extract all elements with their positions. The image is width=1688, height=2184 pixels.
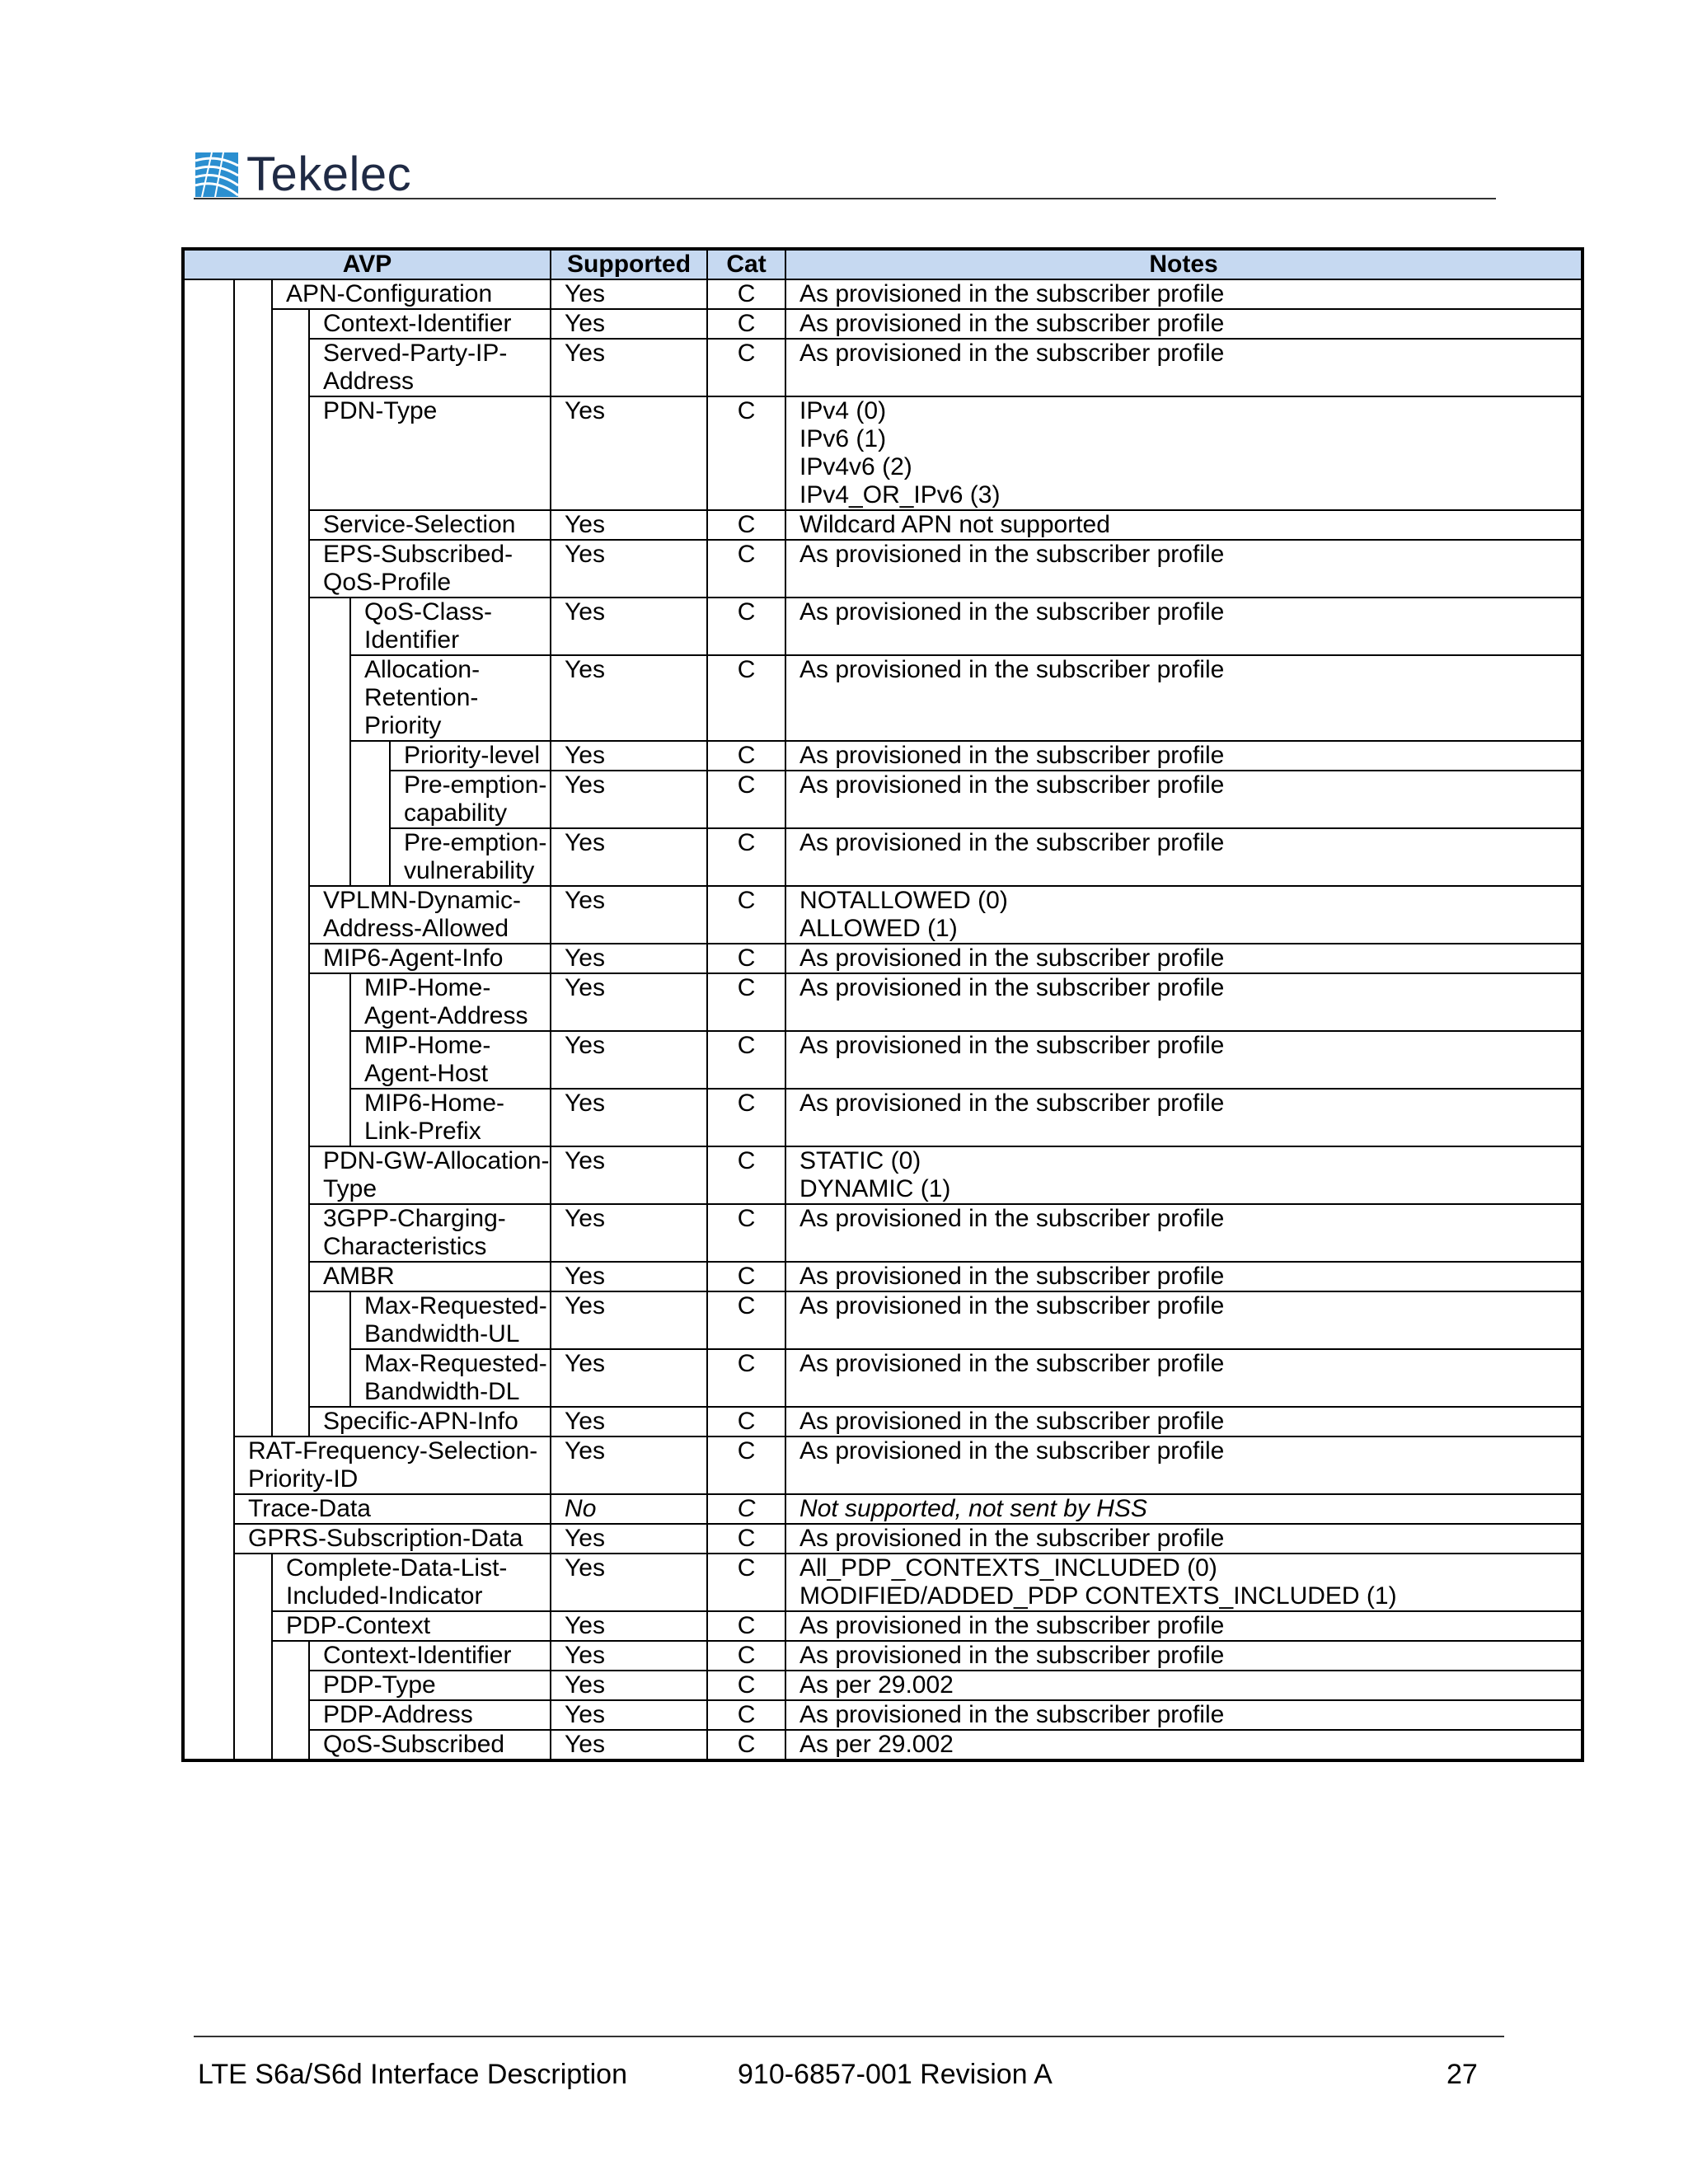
- indent-cell: [234, 1349, 272, 1407]
- indent-cell: [234, 339, 272, 396]
- table-row: [183, 598, 1582, 655]
- page-header: [194, 140, 1496, 199]
- indent-cell: [183, 309, 234, 339]
- header-cat: Cat: [707, 249, 785, 279]
- indent-cell: [272, 886, 309, 944]
- cat-cell: C: [707, 1407, 785, 1436]
- avp-cell: 3GPP-Charging-Characteristics: [309, 1204, 551, 1262]
- indent-cell: [183, 655, 234, 741]
- avp-cell: AMBR: [309, 1262, 551, 1291]
- notes-cell: As provisioned in the subscriber profile: [785, 1089, 1582, 1146]
- indent-cell: [350, 828, 390, 886]
- footer-page-number: 27: [1447, 2059, 1478, 2090]
- table-row: [183, 1611, 1582, 1641]
- avp-cell: VPLMN-Dynamic-Address-Allowed: [309, 886, 551, 944]
- supported-cell: Yes: [551, 396, 707, 510]
- indent-cell: [309, 1031, 350, 1089]
- cat-cell: C: [707, 1089, 785, 1146]
- cat-cell: C: [707, 1611, 785, 1641]
- cat-cell: C: [707, 655, 785, 741]
- indent-cell: [272, 510, 309, 540]
- table-row: [183, 1204, 1582, 1262]
- indent-cell: [350, 741, 390, 771]
- cat-cell: C: [707, 1700, 785, 1730]
- indent-cell: [272, 1407, 309, 1436]
- table-row: [183, 1730, 1582, 1760]
- table-header-row: [183, 249, 1582, 279]
- page-footer: [194, 2036, 1504, 2090]
- indent-cell: [234, 1204, 272, 1262]
- cat-cell: C: [707, 1641, 785, 1671]
- avp-cell: MIP6-Home-Link-Prefix: [350, 1089, 551, 1146]
- indent-cell: [183, 339, 234, 396]
- table-row: [183, 339, 1582, 396]
- notes-cell: As provisioned in the subscriber profile: [785, 309, 1582, 339]
- supported-cell: Yes: [551, 1611, 707, 1641]
- indent-cell: [234, 1611, 272, 1641]
- avp-cell: MIP-Home-Agent-Address: [350, 973, 551, 1031]
- notes-cell: As provisioned in the subscriber profile: [785, 1204, 1582, 1262]
- table-row: [183, 1407, 1582, 1436]
- table-row: [183, 1031, 1582, 1089]
- cat-cell: C: [707, 1524, 785, 1554]
- indent-cell: [183, 1524, 234, 1554]
- supported-cell: Yes: [551, 339, 707, 396]
- table-row: [183, 1554, 1582, 1611]
- cat-cell: C: [707, 598, 785, 655]
- table-row: [183, 1641, 1582, 1671]
- indent-cell: [234, 741, 272, 771]
- supported-cell: Yes: [551, 1436, 707, 1494]
- notes-cell: As provisioned in the subscriber profile: [785, 741, 1582, 771]
- cat-cell: C: [707, 339, 785, 396]
- table-row: [183, 279, 1582, 309]
- avp-cell: PDP-Context: [272, 1611, 551, 1641]
- avp-cell: RAT-Frequency-Selection-Priority-ID: [234, 1436, 551, 1494]
- indent-cell: [272, 1031, 309, 1089]
- avp-cell: Max-Requested-Bandwidth-UL: [350, 1291, 551, 1349]
- notes-cell: Wildcard APN not supported: [785, 510, 1582, 540]
- notes-cell: STATIC (0) DYNAMIC (1): [785, 1146, 1582, 1204]
- indent-cell: [234, 540, 272, 598]
- indent-cell: [272, 1671, 309, 1700]
- indent-cell: [183, 1730, 234, 1760]
- indent-cell: [183, 1291, 234, 1349]
- avp-cell: PDP-Address: [309, 1700, 551, 1730]
- supported-cell: Yes: [551, 741, 707, 771]
- avp-cell: QoS-Class-Identifier: [350, 598, 551, 655]
- indent-cell: [183, 886, 234, 944]
- avp-cell: PDN-Type: [309, 396, 551, 510]
- cat-cell: C: [707, 309, 785, 339]
- supported-cell: No: [551, 1494, 707, 1524]
- notes-cell: As per 29.002: [785, 1671, 1582, 1700]
- indent-cell: [309, 598, 350, 655]
- indent-cell: [234, 1089, 272, 1146]
- supported-cell: Yes: [551, 1204, 707, 1262]
- indent-cell: [272, 1291, 309, 1349]
- indent-cell: [234, 1262, 272, 1291]
- header-notes: Notes: [785, 249, 1582, 279]
- indent-cell: [234, 944, 272, 973]
- indent-cell: [183, 771, 234, 828]
- supported-cell: Yes: [551, 1524, 707, 1554]
- indent-cell: [183, 1700, 234, 1730]
- indent-cell: [183, 1436, 234, 1494]
- indent-cell: [183, 1611, 234, 1641]
- supported-cell: Yes: [551, 1349, 707, 1407]
- supported-cell: Yes: [551, 1641, 707, 1671]
- notes-cell: As provisioned in the subscriber profile: [785, 339, 1582, 396]
- indent-cell: [272, 973, 309, 1031]
- cat-cell: C: [707, 1554, 785, 1611]
- indent-cell: [234, 1146, 272, 1204]
- indent-cell: [309, 1349, 350, 1407]
- indent-cell: [309, 771, 350, 828]
- indent-cell: [272, 1146, 309, 1204]
- indent-cell: [183, 396, 234, 510]
- table-row: [183, 771, 1582, 828]
- notes-cell: Not supported, not sent by HSS: [785, 1494, 1582, 1524]
- cat-cell: C: [707, 973, 785, 1031]
- table-row: [183, 1262, 1582, 1291]
- cat-cell: C: [707, 741, 785, 771]
- avp-cell: Pre-emption-capability: [390, 771, 551, 828]
- avp-cell: Trace-Data: [234, 1494, 551, 1524]
- table-row: [183, 944, 1582, 973]
- avp-cell: Pre-emption-vulnerability: [390, 828, 551, 886]
- table-row: [183, 655, 1582, 741]
- indent-cell: [234, 1031, 272, 1089]
- supported-cell: Yes: [551, 1730, 707, 1760]
- table-row: [183, 309, 1582, 339]
- notes-cell: As provisioned in the subscriber profile: [785, 655, 1582, 741]
- avp-cell: Complete-Data-List-Included-Indicator: [272, 1554, 551, 1611]
- indent-cell: [272, 1089, 309, 1146]
- indent-cell: [234, 886, 272, 944]
- indent-cell: [183, 828, 234, 886]
- indent-cell: [183, 540, 234, 598]
- table-row: [183, 886, 1582, 944]
- cat-cell: C: [707, 1262, 785, 1291]
- table-row: [183, 396, 1582, 510]
- supported-cell: Yes: [551, 1262, 707, 1291]
- supported-cell: Yes: [551, 1700, 707, 1730]
- avp-cell: MIP-Home-Agent-Host: [350, 1031, 551, 1089]
- cat-cell: C: [707, 1349, 785, 1407]
- notes-cell: As provisioned in the subscriber profile: [785, 1031, 1582, 1089]
- table-row: [183, 510, 1582, 540]
- indent-cell: [272, 1730, 309, 1760]
- indent-cell: [183, 973, 234, 1031]
- indent-cell: [272, 771, 309, 828]
- indent-cell: [309, 973, 350, 1031]
- notes-cell: As provisioned in the subscriber profile: [785, 944, 1582, 973]
- avp-cell: MIP6-Agent-Info: [309, 944, 551, 973]
- indent-cell: [272, 396, 309, 510]
- supported-cell: Yes: [551, 1146, 707, 1204]
- notes-cell: As provisioned in the subscriber profile: [785, 771, 1582, 828]
- indent-cell: [234, 279, 272, 309]
- indent-cell: [234, 510, 272, 540]
- notes-cell: As provisioned in the subscriber profile: [785, 1407, 1582, 1436]
- cat-cell: C: [707, 1204, 785, 1262]
- supported-cell: Yes: [551, 1031, 707, 1089]
- avp-cell: PDN-GW-Allocation-Type: [309, 1146, 551, 1204]
- indent-cell: [350, 771, 390, 828]
- indent-cell: [234, 1641, 272, 1671]
- notes-cell: As per 29.002: [785, 1730, 1582, 1760]
- avp-table: [181, 247, 1584, 1762]
- header-avp: AVP: [183, 249, 551, 279]
- indent-cell: [183, 1494, 234, 1524]
- indent-cell: [272, 1204, 309, 1262]
- supported-cell: Yes: [551, 973, 707, 1031]
- cat-cell: C: [707, 1730, 785, 1760]
- table-row: [183, 1089, 1582, 1146]
- avp-cell: QoS-Subscribed: [309, 1730, 551, 1760]
- supported-cell: Yes: [551, 510, 707, 540]
- supported-cell: Yes: [551, 771, 707, 828]
- tekelec-wave-logo-icon: [195, 152, 238, 197]
- supported-cell: Yes: [551, 1554, 707, 1611]
- table-row: [183, 741, 1582, 771]
- indent-cell: [309, 1291, 350, 1349]
- notes-cell: As provisioned in the subscriber profile: [785, 828, 1582, 886]
- table-row: [183, 828, 1582, 886]
- notes-cell: NOTALLOWED (0) ALLOWED (1): [785, 886, 1582, 944]
- notes-cell: As provisioned in the subscriber profile: [785, 1611, 1582, 1641]
- notes-cell: As provisioned in the subscriber profile: [785, 1291, 1582, 1349]
- footer-doc-title: LTE S6a/S6d Interface Description: [198, 2059, 627, 2090]
- indent-cell: [272, 309, 309, 339]
- indent-cell: [234, 1700, 272, 1730]
- supported-cell: Yes: [551, 828, 707, 886]
- indent-cell: [309, 1089, 350, 1146]
- table-row: [183, 540, 1582, 598]
- table-row: [183, 1146, 1582, 1204]
- supported-cell: Yes: [551, 279, 707, 309]
- supported-cell: Yes: [551, 1291, 707, 1349]
- indent-cell: [272, 339, 309, 396]
- indent-cell: [183, 1031, 234, 1089]
- indent-cell: [183, 1554, 234, 1611]
- supported-cell: Yes: [551, 1089, 707, 1146]
- supported-cell: Yes: [551, 309, 707, 339]
- indent-cell: [234, 771, 272, 828]
- supported-cell: Yes: [551, 598, 707, 655]
- table-row: [183, 973, 1582, 1031]
- indent-cell: [183, 1671, 234, 1700]
- avp-cell: Service-Selection: [309, 510, 551, 540]
- cat-cell: C: [707, 828, 785, 886]
- cat-cell: C: [707, 1671, 785, 1700]
- avp-cell: PDP-Type: [309, 1671, 551, 1700]
- indent-cell: [272, 540, 309, 598]
- notes-cell: As provisioned in the subscriber profile: [785, 1700, 1582, 1730]
- indent-cell: [272, 598, 309, 655]
- indent-cell: [309, 655, 350, 741]
- notes-cell: IPv4 (0) IPv6 (1) IPv4v6 (2) IPv4_OR_IPv6 (3): [785, 396, 1582, 510]
- supported-cell: Yes: [551, 655, 707, 741]
- cat-cell: C: [707, 886, 785, 944]
- indent-cell: [183, 741, 234, 771]
- indent-cell: [234, 973, 272, 1031]
- indent-cell: [272, 655, 309, 741]
- indent-cell: [234, 828, 272, 886]
- avp-cell: Specific-APN-Info: [309, 1407, 551, 1436]
- avp-cell: Max-Requested-Bandwidth-DL: [350, 1349, 551, 1407]
- footer-doc-number: 910-6857-001 Revision A: [738, 2059, 1053, 2090]
- cat-cell: C: [707, 944, 785, 973]
- cat-cell: C: [707, 771, 785, 828]
- indent-cell: [183, 510, 234, 540]
- cat-cell: C: [707, 540, 785, 598]
- indent-cell: [183, 598, 234, 655]
- indent-cell: [234, 309, 272, 339]
- supported-cell: Yes: [551, 1407, 707, 1436]
- indent-cell: [234, 1407, 272, 1436]
- table-row: [183, 1436, 1582, 1494]
- avp-cell: Context-Identifier: [309, 309, 551, 339]
- notes-cell: As provisioned in the subscriber profile: [785, 1524, 1582, 1554]
- cat-cell: C: [707, 1031, 785, 1089]
- indent-cell: [272, 1641, 309, 1671]
- indent-cell: [272, 1349, 309, 1407]
- indent-cell: [272, 1700, 309, 1730]
- cat-cell: C: [707, 1494, 785, 1524]
- avp-cell: Priority-level: [390, 741, 551, 771]
- indent-cell: [183, 944, 234, 973]
- indent-cell: [272, 944, 309, 973]
- table-row: [183, 1349, 1582, 1407]
- indent-cell: [183, 1407, 234, 1436]
- notes-cell: As provisioned in the subscriber profile: [785, 1349, 1582, 1407]
- avp-cell: GPRS-Subscription-Data: [234, 1524, 551, 1554]
- indent-cell: [309, 741, 350, 771]
- indent-cell: [183, 279, 234, 309]
- supported-cell: Yes: [551, 886, 707, 944]
- cat-cell: C: [707, 510, 785, 540]
- indent-cell: [183, 1146, 234, 1204]
- notes-cell: As provisioned in the subscriber profile: [785, 279, 1582, 309]
- table-body: [183, 279, 1582, 1760]
- cat-cell: C: [707, 279, 785, 309]
- table-row: [183, 1291, 1582, 1349]
- avp-cell: Context-Identifier: [309, 1641, 551, 1671]
- indent-cell: [183, 1641, 234, 1671]
- notes-cell: As provisioned in the subscriber profile: [785, 1262, 1582, 1291]
- notes-cell: As provisioned in the subscriber profile: [785, 1641, 1582, 1671]
- indent-cell: [234, 1554, 272, 1611]
- cat-cell: C: [707, 1436, 785, 1494]
- cat-cell: C: [707, 1146, 785, 1204]
- notes-cell: All_PDP_CONTEXTS_INCLUDED (0) MODIFIED/ADDED_PDP CONTEXTS_INCLUDED (1): [785, 1554, 1582, 1611]
- avp-cell: APN-Configuration: [272, 279, 551, 309]
- supported-cell: Yes: [551, 540, 707, 598]
- cat-cell: C: [707, 1291, 785, 1349]
- brand-name: Tekelec: [246, 148, 412, 201]
- table-row: [183, 1671, 1582, 1700]
- indent-cell: [272, 828, 309, 886]
- supported-cell: Yes: [551, 944, 707, 973]
- notes-cell: As provisioned in the subscriber profile: [785, 540, 1582, 598]
- supported-cell: Yes: [551, 1671, 707, 1700]
- indent-cell: [234, 396, 272, 510]
- indent-cell: [272, 1262, 309, 1291]
- indent-cell: [309, 828, 350, 886]
- indent-cell: [183, 1089, 234, 1146]
- indent-cell: [183, 1349, 234, 1407]
- notes-cell: As provisioned in the subscriber profile: [785, 598, 1582, 655]
- notes-cell: As provisioned in the subscriber profile: [785, 1436, 1582, 1494]
- indent-cell: [234, 1291, 272, 1349]
- indent-cell: [272, 741, 309, 771]
- table-row: [183, 1494, 1582, 1524]
- cat-cell: C: [707, 396, 785, 510]
- indent-cell: [183, 1204, 234, 1262]
- indent-cell: [234, 598, 272, 655]
- avp-cell: Allocation-Retention-Priority: [350, 655, 551, 741]
- indent-cell: [234, 1730, 272, 1760]
- indent-cell: [234, 655, 272, 741]
- notes-cell: As provisioned in the subscriber profile: [785, 973, 1582, 1031]
- brand-logo: [195, 147, 411, 202]
- table-row: [183, 1700, 1582, 1730]
- avp-cell: Served-Party-IP-Address: [309, 339, 551, 396]
- avp-cell: EPS-Subscribed-QoS-Profile: [309, 540, 551, 598]
- indent-cell: [183, 1262, 234, 1291]
- table-row: [183, 1524, 1582, 1554]
- header-supported: Supported: [551, 249, 707, 279]
- indent-cell: [234, 1671, 272, 1700]
